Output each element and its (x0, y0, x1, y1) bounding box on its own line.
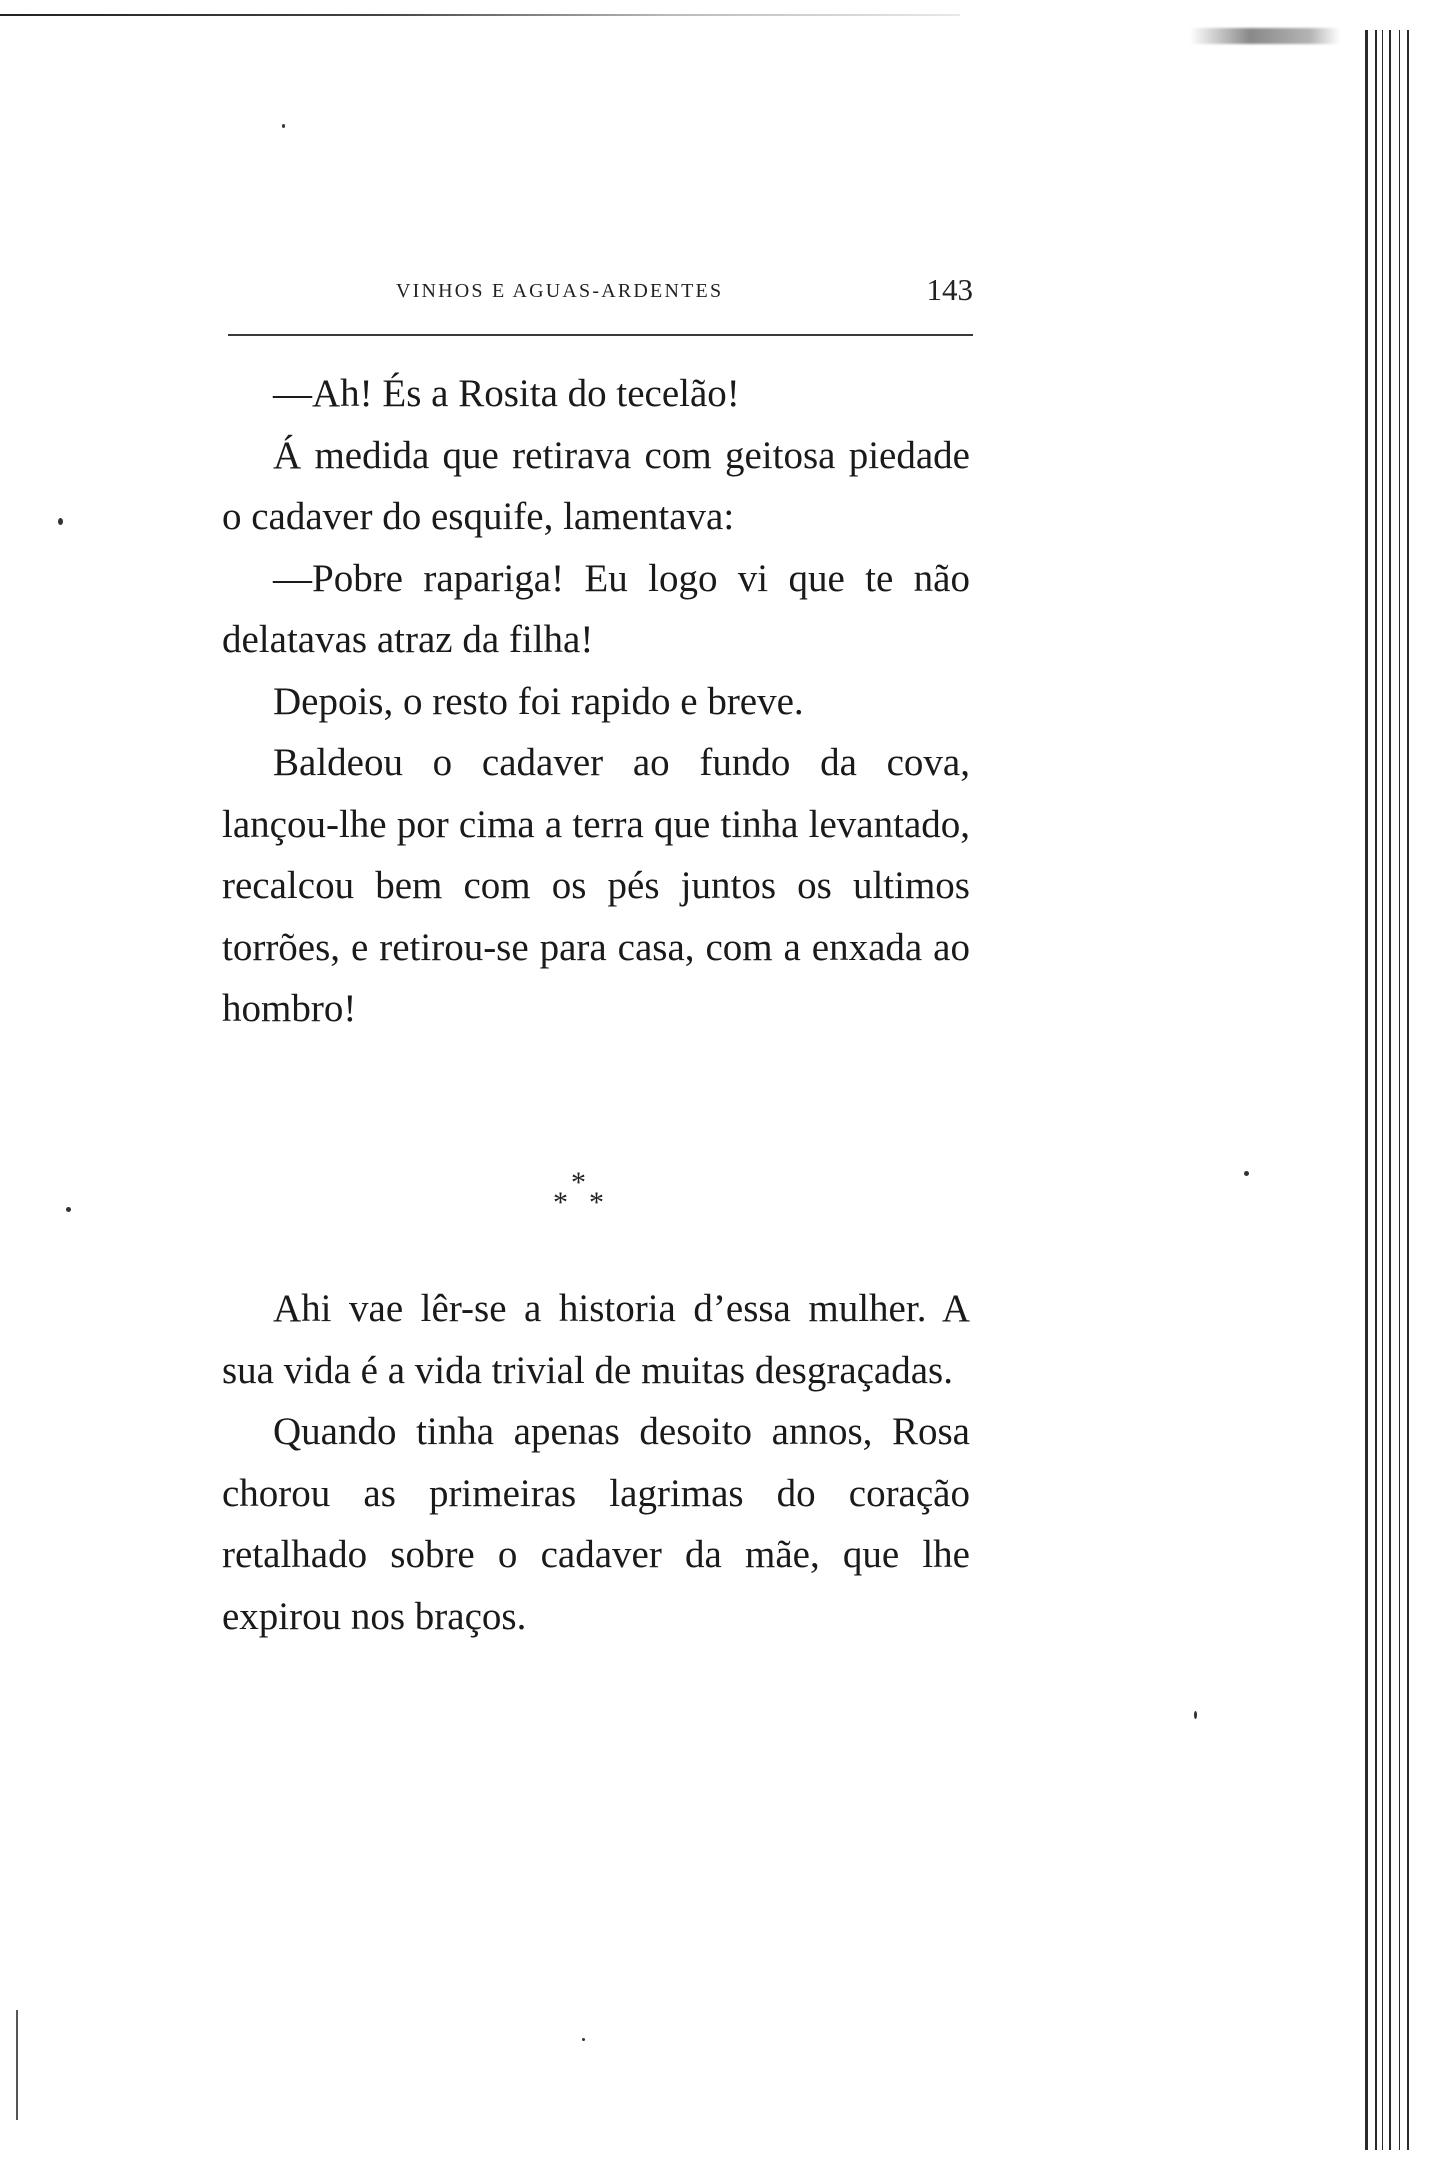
scan-speck (282, 124, 285, 128)
scan-speck (1194, 1711, 1197, 1719)
paragraph: Quando tinha apenas desoito annos, Rosa chorou as primeiras lagrimas do coração retalhado sobre o cadaver da mãe, que lhe expirou nos braços. (222, 1410, 970, 1638)
top-scan-rule (0, 14, 960, 16)
paragraph: Ahi vae lêr-se a historia d’essa mulher. A sua vida é a vida trivial de muitas desgraçadas. (222, 1287, 970, 1392)
section-asterism (540, 1168, 630, 1228)
asterisk: * (553, 1186, 568, 1219)
paragraph: Baldeou o cadaver ao fundo da cova, lançou-lhe por cima a terra que tinha levantado, recalcou bem com os pés juntos os ultimos torrões, e retirou-se para casa, com a enxada ao hombro! (222, 741, 970, 1030)
paragraph: Á medida que retirava com geitosa piedade o cadaver do esquife, lamentava: (222, 433, 970, 538)
running-head (228, 272, 973, 318)
paragraph: Depois, o resto foi rapido e breve. (273, 679, 804, 723)
paragraph: —Pobre rapariga! Eu logo vi que te não delatavas atraz da filha! (222, 556, 970, 661)
asterisk: * (589, 1186, 604, 1219)
text-block-1 (222, 363, 970, 1040)
asterisk: * (571, 1166, 586, 1199)
scan-speck (1244, 1171, 1249, 1176)
scan-speck (58, 518, 63, 525)
scan-speck (66, 1207, 71, 1212)
scan-speck (582, 2038, 585, 2041)
paragraph: —Ah! És a Rosita do tecelão! (273, 372, 740, 415)
page-number: 143 (926, 272, 973, 307)
running-head-title: VINHOS E AGUAS-ARDENTES (396, 280, 724, 302)
scan-smudge (1190, 28, 1340, 44)
text-block-2 (222, 1278, 970, 1647)
scan-margin-mark (16, 2010, 18, 2120)
header-rule (228, 334, 973, 336)
page-binding-edge (1361, 30, 1417, 2150)
